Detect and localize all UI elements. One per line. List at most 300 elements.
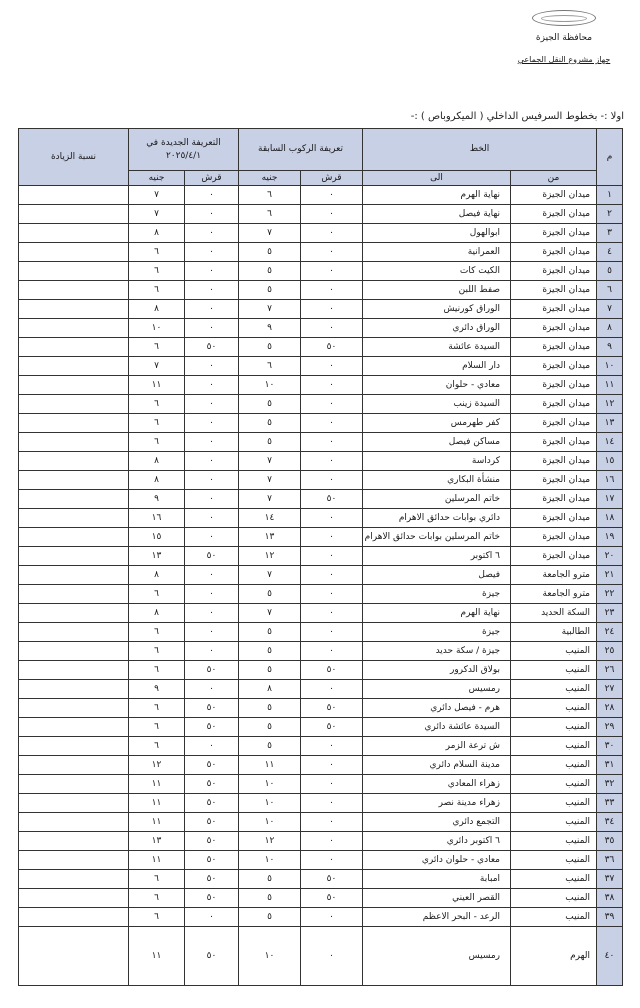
row-index: ٤٠ xyxy=(597,927,623,986)
row-prev-qirsh: ٠ xyxy=(301,642,363,661)
row-new-pound: ١١ xyxy=(129,813,185,832)
row-new-pound: ٦ xyxy=(129,718,185,737)
row-new-pound: ١٠ xyxy=(129,319,185,338)
row-prev-pound: ١٣ xyxy=(239,528,301,547)
row-prev-pound: ٧ xyxy=(239,452,301,471)
row-from: ميدان الجيزة xyxy=(511,205,597,224)
row-index: ٣٤ xyxy=(597,813,623,832)
row-increase-rate xyxy=(19,186,129,205)
row-index: ٣١ xyxy=(597,756,623,775)
row-from: ميدان الجيزة xyxy=(511,338,597,357)
row-new-qirsh: ٠ xyxy=(185,585,239,604)
row-from: ميدان الجيزة xyxy=(511,547,597,566)
row-to: ٦ اكتوبر دائري xyxy=(363,832,511,851)
row-new-pound: ١٣ xyxy=(129,832,185,851)
row-prev-pound: ١٠ xyxy=(239,927,301,986)
row-new-pound: ٦ xyxy=(129,433,185,452)
row-increase-rate xyxy=(19,224,129,243)
row-prev-qirsh: ٠ xyxy=(301,604,363,623)
header-line: الخط xyxy=(363,129,597,171)
row-index: ٣٠ xyxy=(597,737,623,756)
table-row xyxy=(19,490,623,509)
row-prev-pound: ١٢ xyxy=(239,832,301,851)
row-new-pound: ٦ xyxy=(129,262,185,281)
row-from: ميدان الجيزة xyxy=(511,224,597,243)
table-row xyxy=(19,452,623,471)
table-row xyxy=(19,224,623,243)
row-increase-rate xyxy=(19,604,129,623)
row-to: السيدة عائشة xyxy=(363,338,511,357)
row-prev-pound: ١٠ xyxy=(239,775,301,794)
row-new-pound: ٦ xyxy=(129,414,185,433)
row-prev-pound: ٧ xyxy=(239,566,301,585)
row-from: ميدان الجيزة xyxy=(511,490,597,509)
row-prev-qirsh: ٠ xyxy=(301,281,363,300)
row-from: المنيب xyxy=(511,699,597,718)
row-from: ميدان الجيزة xyxy=(511,414,597,433)
row-prev-qirsh: ٠ xyxy=(301,471,363,490)
row-increase-rate xyxy=(19,623,129,642)
row-index: ١٩ xyxy=(597,528,623,547)
row-prev-qirsh: ٠ xyxy=(301,262,363,281)
table-row xyxy=(19,699,623,718)
table-row xyxy=(19,300,623,319)
row-new-pound: ٦ xyxy=(129,281,185,300)
row-increase-rate xyxy=(19,794,129,813)
row-prev-pound: ٥ xyxy=(239,908,301,927)
row-new-pound: ٦ xyxy=(129,889,185,908)
row-from: المنيب xyxy=(511,775,597,794)
row-to: ش ترعة الزمر xyxy=(363,737,511,756)
header-index: م xyxy=(597,129,623,186)
row-prev-qirsh: ٠ xyxy=(301,851,363,870)
row-new-qirsh: ٠ xyxy=(185,395,239,414)
table-row xyxy=(19,908,623,927)
row-increase-rate xyxy=(19,262,129,281)
row-increase-rate xyxy=(19,281,129,300)
row-to: زهراء مدينة نصر xyxy=(363,794,511,813)
row-index: ٣٧ xyxy=(597,870,623,889)
row-index: ١٣ xyxy=(597,414,623,433)
row-increase-rate xyxy=(19,433,129,452)
row-increase-rate xyxy=(19,490,129,509)
header-increase-rate: نسبة الزيادة xyxy=(19,129,129,186)
row-prev-pound: ١٤ xyxy=(239,509,301,528)
row-prev-pound: ٥ xyxy=(239,870,301,889)
row-from: ميدان الجيزة xyxy=(511,528,597,547)
row-prev-qirsh: ٥٠ xyxy=(301,889,363,908)
row-new-qirsh: ٠ xyxy=(185,908,239,927)
header-new-qirsh: قرش xyxy=(185,171,239,186)
row-new-pound: ١١ xyxy=(129,775,185,794)
row-to: نهاية الهرم xyxy=(363,604,511,623)
row-prev-qirsh: ٠ xyxy=(301,756,363,775)
row-prev-pound: ١١ xyxy=(239,756,301,775)
row-new-pound: ٨ xyxy=(129,471,185,490)
row-prev-qirsh: ٥٠ xyxy=(301,661,363,680)
row-prev-pound: ٧ xyxy=(239,471,301,490)
row-increase-rate xyxy=(19,927,129,986)
row-new-pound: ٨ xyxy=(129,566,185,585)
row-prev-pound: ٥ xyxy=(239,737,301,756)
row-prev-pound: ٩ xyxy=(239,319,301,338)
row-to: ٦ اكتوبر xyxy=(363,547,511,566)
row-from: ميدان الجيزة xyxy=(511,300,597,319)
table-row xyxy=(19,509,623,528)
row-prev-pound: ٥ xyxy=(239,642,301,661)
row-increase-rate xyxy=(19,452,129,471)
table-row xyxy=(19,585,623,604)
row-to: كرداسة xyxy=(363,452,511,471)
row-increase-rate xyxy=(19,243,129,262)
row-to: زهراء المعادي xyxy=(363,775,511,794)
row-prev-qirsh: ٠ xyxy=(301,908,363,927)
row-from: ميدان الجيزة xyxy=(511,395,597,414)
row-prev-qirsh: ٠ xyxy=(301,566,363,585)
row-prev-qirsh: ٥٠ xyxy=(301,490,363,509)
row-new-qirsh: ٥٠ xyxy=(185,756,239,775)
row-prev-qirsh: ٥٠ xyxy=(301,699,363,718)
row-new-pound: ٧ xyxy=(129,205,185,224)
row-new-qirsh: ٥٠ xyxy=(185,699,239,718)
row-increase-rate xyxy=(19,300,129,319)
row-new-qirsh: ٠ xyxy=(185,680,239,699)
row-to: مساكن فيصل xyxy=(363,433,511,452)
row-prev-pound: ١٠ xyxy=(239,376,301,395)
row-increase-rate xyxy=(19,376,129,395)
table-row xyxy=(19,338,623,357)
row-increase-rate xyxy=(19,528,129,547)
row-to: هرم - فيصل دائري xyxy=(363,699,511,718)
row-from: المنيب xyxy=(511,718,597,737)
row-prev-qirsh: ٠ xyxy=(301,300,363,319)
row-prev-qirsh: ٠ xyxy=(301,186,363,205)
row-from: المنيب xyxy=(511,908,597,927)
row-new-pound: ٦ xyxy=(129,395,185,414)
row-prev-qirsh: ٥٠ xyxy=(301,338,363,357)
row-increase-rate xyxy=(19,680,129,699)
row-increase-rate xyxy=(19,509,129,528)
table-row xyxy=(19,604,623,623)
row-prev-pound: ١٠ xyxy=(239,794,301,813)
row-from: المنيب xyxy=(511,851,597,870)
row-prev-qirsh: ٠ xyxy=(301,433,363,452)
row-new-qirsh: ٥٠ xyxy=(185,851,239,870)
row-prev-pound: ٥ xyxy=(239,338,301,357)
row-from: المنيب xyxy=(511,813,597,832)
row-prev-qirsh: ٥٠ xyxy=(301,870,363,889)
row-prev-pound: ٦ xyxy=(239,186,301,205)
table-row xyxy=(19,756,623,775)
row-to: صفط اللبن xyxy=(363,281,511,300)
row-from: مترو الجامعة xyxy=(511,585,597,604)
row-increase-rate xyxy=(19,832,129,851)
row-prev-pound: ١٠ xyxy=(239,813,301,832)
row-index: ١٧ xyxy=(597,490,623,509)
row-to: الرعد - البحر الاعظم xyxy=(363,908,511,927)
row-prev-pound: ٥ xyxy=(239,395,301,414)
row-new-qirsh: ٠ xyxy=(185,357,239,376)
row-increase-rate xyxy=(19,699,129,718)
row-from: الهرم xyxy=(511,927,597,986)
row-to: القصر العيني xyxy=(363,889,511,908)
row-prev-qirsh: ٠ xyxy=(301,623,363,642)
table-row xyxy=(19,661,623,680)
row-to: معادي - حلوان دائري xyxy=(363,851,511,870)
row-prev-pound: ٧ xyxy=(239,224,301,243)
row-new-pound: ٦ xyxy=(129,908,185,927)
row-new-qirsh: ٥٠ xyxy=(185,775,239,794)
row-from: ميدان الجيزة xyxy=(511,509,597,528)
row-new-qirsh: ٠ xyxy=(185,566,239,585)
row-increase-rate xyxy=(19,813,129,832)
row-index: ٣٥ xyxy=(597,832,623,851)
row-new-qirsh: ٥٠ xyxy=(185,832,239,851)
header-from: من xyxy=(511,171,597,186)
row-from: المنيب xyxy=(511,870,597,889)
row-new-pound: ٩ xyxy=(129,680,185,699)
row-increase-rate xyxy=(19,737,129,756)
row-new-pound: ٨ xyxy=(129,452,185,471)
row-new-qirsh: ٥٠ xyxy=(185,718,239,737)
row-index: ١٨ xyxy=(597,509,623,528)
header-prev-pound: جنيه xyxy=(239,171,301,186)
row-new-qirsh: ٥٠ xyxy=(185,813,239,832)
row-index: ٣٦ xyxy=(597,851,623,870)
row-new-qirsh: ٠ xyxy=(185,205,239,224)
row-new-pound: ٦ xyxy=(129,699,185,718)
table-row xyxy=(19,889,623,908)
row-new-pound: ٨ xyxy=(129,300,185,319)
row-from: السكة الحديد xyxy=(511,604,597,623)
table-row xyxy=(19,471,623,490)
row-prev-qirsh: ٠ xyxy=(301,395,363,414)
row-from: المنيب xyxy=(511,642,597,661)
row-new-qirsh: ٠ xyxy=(185,737,239,756)
row-new-pound: ٩ xyxy=(129,490,185,509)
row-new-pound: ٦ xyxy=(129,243,185,262)
table-row xyxy=(19,718,623,737)
row-new-pound: ١١ xyxy=(129,927,185,986)
row-index: ٢ xyxy=(597,205,623,224)
row-new-pound: ٧ xyxy=(129,357,185,376)
table-row xyxy=(19,737,623,756)
header-authority: جهاز مشروع النقل الجماعي xyxy=(517,55,611,64)
row-new-pound: ١٢ xyxy=(129,756,185,775)
row-prev-pound: ٧ xyxy=(239,604,301,623)
document-header xyxy=(504,10,624,65)
row-to: ابوالهول xyxy=(363,224,511,243)
row-from: الطالبية xyxy=(511,623,597,642)
table-row xyxy=(19,927,623,986)
row-new-qirsh: ٠ xyxy=(185,642,239,661)
row-prev-qirsh: ٠ xyxy=(301,832,363,851)
row-new-pound: ٨ xyxy=(129,604,185,623)
row-from: المنيب xyxy=(511,794,597,813)
row-new-qirsh: ٠ xyxy=(185,186,239,205)
row-prev-pound: ٦ xyxy=(239,205,301,224)
row-to: كفر طهرمس xyxy=(363,414,511,433)
row-new-qirsh: ٠ xyxy=(185,300,239,319)
row-prev-pound: ٥ xyxy=(239,661,301,680)
row-from: ميدان الجيزة xyxy=(511,319,597,338)
row-prev-qirsh: ٠ xyxy=(301,509,363,528)
row-index: ٣٩ xyxy=(597,908,623,927)
row-to: بولاق الدكرور xyxy=(363,661,511,680)
row-index: ٢٧ xyxy=(597,680,623,699)
row-prev-pound: ٧ xyxy=(239,490,301,509)
header-governorate: محافظة الجيزة xyxy=(535,33,593,43)
row-new-qirsh: ٠ xyxy=(185,319,239,338)
table-row xyxy=(19,528,623,547)
table-row xyxy=(19,357,623,376)
row-new-qirsh: ٥٠ xyxy=(185,338,239,357)
row-from: المنيب xyxy=(511,661,597,680)
row-prev-pound: ٥ xyxy=(239,262,301,281)
row-index: ١ xyxy=(597,186,623,205)
row-to: خاتم المرسلين xyxy=(363,490,511,509)
table-row xyxy=(19,205,623,224)
row-index: ٣٨ xyxy=(597,889,623,908)
row-increase-rate xyxy=(19,205,129,224)
row-to: السيدة عائشة دائري xyxy=(363,718,511,737)
row-to: نهاية فيصل xyxy=(363,205,511,224)
table-row xyxy=(19,376,623,395)
row-new-pound: ١١ xyxy=(129,851,185,870)
row-new-qirsh: ٠ xyxy=(185,471,239,490)
table-row xyxy=(19,813,623,832)
row-from: ميدان الجيزة xyxy=(511,452,597,471)
row-index: ٨ xyxy=(597,319,623,338)
table-row xyxy=(19,794,623,813)
row-index: ٧ xyxy=(597,300,623,319)
row-new-qirsh: ٠ xyxy=(185,623,239,642)
row-prev-pound: ٧ xyxy=(239,300,301,319)
row-index: ٣٢ xyxy=(597,775,623,794)
row-to: معادي - حلوان xyxy=(363,376,511,395)
row-increase-rate xyxy=(19,547,129,566)
row-new-qirsh: ٠ xyxy=(185,281,239,300)
row-prev-qirsh: ٠ xyxy=(301,585,363,604)
row-to: امبابة xyxy=(363,870,511,889)
row-index: ٢٨ xyxy=(597,699,623,718)
row-new-qirsh: ٠ xyxy=(185,604,239,623)
row-index: ٩ xyxy=(597,338,623,357)
fare-rows xyxy=(19,186,623,986)
row-increase-rate xyxy=(19,566,129,585)
row-new-pound: ١١ xyxy=(129,376,185,395)
row-to: فيصل xyxy=(363,566,511,585)
row-new-qirsh: ٠ xyxy=(185,509,239,528)
row-new-pound: ٦ xyxy=(129,338,185,357)
row-increase-rate xyxy=(19,319,129,338)
row-new-qirsh: ٥٠ xyxy=(185,927,239,986)
row-index: ١٤ xyxy=(597,433,623,452)
row-index: ٣٣ xyxy=(597,794,623,813)
row-prev-qirsh: ٠ xyxy=(301,775,363,794)
row-to: العمرانية xyxy=(363,243,511,262)
row-index: ٢٩ xyxy=(597,718,623,737)
row-index: ٢١ xyxy=(597,566,623,585)
row-to: جيزة xyxy=(363,623,511,642)
row-prev-qirsh: ٠ xyxy=(301,452,363,471)
row-prev-qirsh: ٠ xyxy=(301,927,363,986)
row-new-qirsh: ٠ xyxy=(185,433,239,452)
row-prev-qirsh: ٠ xyxy=(301,357,363,376)
table-row xyxy=(19,775,623,794)
row-index: ٢٢ xyxy=(597,585,623,604)
row-increase-rate xyxy=(19,395,129,414)
row-index: ٦ xyxy=(597,281,623,300)
table-row xyxy=(19,566,623,585)
row-new-qirsh: ٠ xyxy=(185,376,239,395)
table-row xyxy=(19,319,623,338)
row-prev-qirsh: ٠ xyxy=(301,528,363,547)
row-from: ميدان الجيزة xyxy=(511,357,597,376)
row-index: ٢٤ xyxy=(597,623,623,642)
row-prev-qirsh: ٠ xyxy=(301,205,363,224)
row-new-qirsh: ٠ xyxy=(185,528,239,547)
row-index: ١١ xyxy=(597,376,623,395)
row-increase-rate xyxy=(19,756,129,775)
row-to: دار السلام xyxy=(363,357,511,376)
header-previous-fare: تعريفة الركوب السابقة xyxy=(239,129,363,171)
row-from: ميدان الجيزة xyxy=(511,243,597,262)
header-to: الى xyxy=(363,171,511,186)
row-increase-rate xyxy=(19,414,129,433)
row-new-pound: ٦ xyxy=(129,870,185,889)
row-to: جيزة xyxy=(363,585,511,604)
row-new-qirsh: ٠ xyxy=(185,262,239,281)
row-to: منشأة البكاري xyxy=(363,471,511,490)
row-prev-pound: ٥ xyxy=(239,414,301,433)
row-to: الوراق دائري xyxy=(363,319,511,338)
table-row xyxy=(19,433,623,452)
row-from: ميدان الجيزة xyxy=(511,262,597,281)
row-from: ميدان الجيزة xyxy=(511,186,597,205)
row-new-pound: ٦ xyxy=(129,623,185,642)
row-increase-rate xyxy=(19,775,129,794)
table-row xyxy=(19,642,623,661)
row-from: ميدان الجيزة xyxy=(511,433,597,452)
row-prev-qirsh: ٠ xyxy=(301,737,363,756)
row-increase-rate xyxy=(19,851,129,870)
row-index: ٢٠ xyxy=(597,547,623,566)
row-to: نهاية الهرم xyxy=(363,186,511,205)
row-to: رمسيس xyxy=(363,680,511,699)
row-increase-rate xyxy=(19,585,129,604)
row-index: ٥ xyxy=(597,262,623,281)
row-prev-pound: ٥ xyxy=(239,243,301,262)
row-increase-rate xyxy=(19,718,129,737)
table-row xyxy=(19,547,623,566)
row-prev-qirsh: ٠ xyxy=(301,224,363,243)
table-row xyxy=(19,186,623,205)
row-prev-qirsh: ٠ xyxy=(301,414,363,433)
row-to: رمسيس xyxy=(363,927,511,986)
row-new-pound: ١١ xyxy=(129,794,185,813)
row-prev-qirsh: ٠ xyxy=(301,680,363,699)
table-row xyxy=(19,281,623,300)
table-row xyxy=(19,414,623,433)
row-increase-rate xyxy=(19,338,129,357)
row-index: ١٥ xyxy=(597,452,623,471)
row-to: دائري بوابات حدائق الاهرام xyxy=(363,509,511,528)
row-prev-pound: ١٢ xyxy=(239,547,301,566)
row-to: خاتم المرسلين بوابات حدائق الاهرام xyxy=(363,528,511,547)
emblem-logo xyxy=(532,10,596,26)
row-to: مدينة السلام دائري xyxy=(363,756,511,775)
